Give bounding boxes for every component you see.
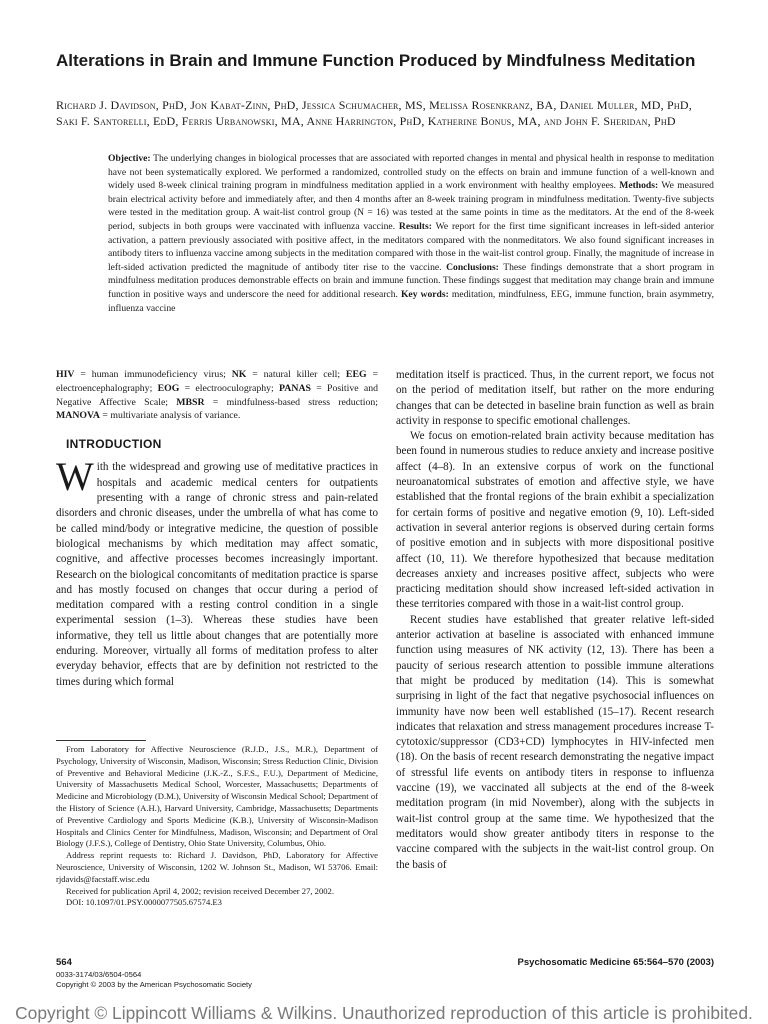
- affiliation-footnote: [56, 740, 378, 909]
- abbr-term: EOG: [157, 382, 180, 394]
- issn-block: [56, 970, 252, 990]
- issn: 0033-3174/03/6504-0564: [56, 970, 142, 979]
- abbr-term: EEG: [345, 369, 367, 380]
- footnote-doi: DOI: 10.1097/01.PSY.0000077505.67574.E3: [66, 897, 222, 908]
- abstract-keywords-label: Key words:: [400, 288, 449, 300]
- abbr-term: PANAS: [279, 382, 311, 394]
- abbr-term: MBSR: [176, 396, 205, 408]
- footnote-reprints: Address reprint requests to: Richard J. Davidson, PhD, Laboratory for Affective Neuroscience, University of Wisconsin, 1202 W. Johnson St., Madison, WI 53706. Email: rjdavids@facstaff.wisc.edu: [56, 850, 378, 884]
- abbr-definition: = electrooculography;: [179, 382, 280, 394]
- article-title: Alterations in Brain and Immune Function Produced by Mindfulness Meditation: [56, 51, 696, 70]
- footnote-affiliation: From Laboratory for Affective Neuroscience (R.J.D., J.S., M.R.), Department of Psychology, University of Wisconsin, Madison, Wisconsin; Stress Reduction Clinic, Division of Preventive and Behavioral Medicine (J.K.-Z., S.F.S., F.U.), Department of Medicine, University of Massachusetts Medical School, Worcester, Massachusetts; Departments of Medicine and Microbiology (D.M.), University of Wisconsin Medical School; Department of the History of Science (A.H.), Harvard University, Cambridge, Massachusetts; Departments of Preventive Cardiology and Sports Medicine (K.B.), University of Wisconsin-Madison Hospitals and Clinics Center for Mindfulness, Madison, Wisconsin; and Department of Oral Biology (J.F.S.), College of Dentistry, Ohio State University, Columbus, Ohio.: [56, 744, 378, 849]
- abstract-methods: We measured brain electrical activity before and immediately after, and then 4 months after an 8-week training program in mindfulness meditation. Twenty-five subjects were tested in the meditation group. A wait-list control group (N = 16) was tested at the same points in time as the meditators. At the end of the 8-week period, subjects in both groups were vaccinated with influenza vaccine.: [108, 180, 714, 232]
- abbr-term: NK: [231, 369, 247, 380]
- left-column: [56, 368, 378, 690]
- page-number: 564: [56, 957, 72, 968]
- abbr-definition: = Positive and Negative Affective Scale;: [56, 382, 379, 408]
- footnote-received: Received for publication April 4, 2002; revision received December 27, 2002.: [66, 885, 334, 896]
- right-column: [396, 368, 714, 873]
- abbr-definition: = electroencephalography;: [56, 369, 378, 394]
- copyright-watermark: Copyright © Lippincott Williams & Wilkins. Unauthorized reproduction of this article is prohibited.: [15, 1003, 753, 1023]
- abstract-methods-label: Methods:: [619, 180, 659, 192]
- abbr-definition: = human immunodeficiency virus;: [74, 369, 232, 380]
- small-copyright: Copyright © 2003 by the American Psychosomatic Society: [56, 980, 252, 989]
- abbr-definition: = multivariate analysis of variance.: [99, 410, 241, 422]
- intro-continuation: meditation itself is practiced. Thus, in the current report, we focus not on the period of meditation itself, but rather on the more enduring changes that can be detected in baseline brain function as well as brain activity in response to specific emotional challenges.: [396, 369, 714, 427]
- abstract-objective: The underlying changes in biological processes that are associated with reported changes in mental and physical health in response to meditation have not been systematically explored. We performed a randomized, controlled study on the effects on brain and immune function of a well-known and widely used 8-week clinical training program in mindfulness meditation applied in a work environment with healthy employees.: [108, 153, 714, 192]
- intro-paragraph-2: We focus on emotion-related brain activity because meditation has been found in numerous studies to reduce anxiety and increase positive affect (4–8). In an extensive corpus of work on the functional neuroanatomical substrates of emotion and affective style, we have established that the frontal regions of the brain exhibit a specialization for certain forms of positive and negative emotion (9, 10). Left-sided activation in several anterior regions is observed during certain forms of positive emotion and in subjects with more dispositional positive affect (10, 11). We therefore hypothesized that because meditation decreases anxiety and increases positive affect, subjects who were practicing meditation should show increased left-sided activation in these territories compared with those in a wait-list control group.: [396, 430, 714, 611]
- abstract-keywords: meditation, mindfulness, EEG, immune function, brain asymmetry, influenza vaccine: [108, 288, 714, 314]
- footnote-rule: [56, 740, 146, 741]
- author-list: Richard J. Davidson, PhD, Jon Kabat-Zinn, PhD, Jessica Schumacher, MS, Melissa Rosenkranz, BA, Daniel Muller, MD, PhD, Saki F. Santorelli, EdD, Ferris Urbanowski, MA, Anne Harrington, PhD, Katherine Bonus, MA, and John F. Sheridan, PhD: [56, 98, 692, 128]
- abstract-results-label: Results:: [398, 220, 432, 232]
- intro-paragraph-3: Recent studies have established that greater relative left-sided anterior activation at baseline is associated with enhanced immune function using measures of NK activity (12, 13). There has been a paucity of serious research attention to possible immune alterations that might be produced by meditation (14). This is somewhat surprising in light of the fact that negative psychosocial influences on immunity have now been well established (15–17). Recent research indicates that relaxation and stress management procedures increase T-cytotoxic/suppressor (CD3+CD) lymphocytes in HIV-infected men (18). On the basis of recent research demonstrating the negative impact of stressful life events on antibody titers in response to influenza vaccine (19), we vaccinated all subjects at the end of the 8-week meditation program (in mid November), along with the subjects in wait-list control group at the same time. We hypothesized that the meditators would show greater antibody titers in response to the vaccine compared with the subjects in the wait-list control group. On the basis of: [396, 613, 714, 871]
- abstract-conclusions: These findings demonstrate that a short program in mindfulness meditation produces demonstrable effects on brain and immune function. These findings suggest that meditation may change brain and immune function in positive ways and underscore the need for additional research.: [108, 261, 714, 300]
- intro-paragraph-1-text: ith the widespread and growing use of meditative practices in hospitals and academic medical centers for outpatients presenting with a range of chronic stress and pain-related disorders and chronic diseases, under the umbrella of what has come to be called mind/body or integrative medicine, the question of possible biological mechanisms by which meditation may affect somatic, cognitive, and affective processes becomes increasingly important. Research on the biological concomitants of meditation practice is sparse and has mostly focused on changes that occur during a period of meditation compared with a resting control condition in a single experimental session (1–3). Whereas these studies have been informative, they tell us little about changes that are potentially more enduring. Moreover, virtually all forms of meditation profess to alter everyday behavior, effects that are by definition not restricted to the times during which formal: [56, 461, 378, 688]
- abbr-definition: = mindfulness-based stress reduction;: [204, 396, 378, 408]
- journal-citation: Psychosomatic Medicine 65:564–570 (2003): [517, 957, 714, 968]
- abstract-conclusions-label: Conclusions:: [446, 261, 499, 273]
- abstract-objective-label: Objective:: [108, 153, 151, 164]
- abstract-results: We report for the first time significant increases in left-sided anterior activation, a pattern previously associated with positive affect, in the meditators compared with the nonmeditators. We also found significant increases in antibody titers to influenza vaccine among subjects in the meditation compared with those in the wait-list control group. Finally, the magnitude of increase in left-sided activation predicted the magnitude of antibody titer rise to the vaccine.: [108, 220, 714, 273]
- abstract: [108, 152, 714, 315]
- intro-paragraph-1: [56, 454, 378, 689]
- abbr-term: HIV: [56, 369, 75, 380]
- abbreviations: [56, 368, 378, 423]
- abbr-definition: = natural killer cell;: [246, 369, 346, 380]
- drop-cap: W: [56, 454, 94, 500]
- section-heading-introduction: INTRODUCTION: [66, 437, 162, 452]
- abbr-term: MANOVA: [56, 410, 100, 422]
